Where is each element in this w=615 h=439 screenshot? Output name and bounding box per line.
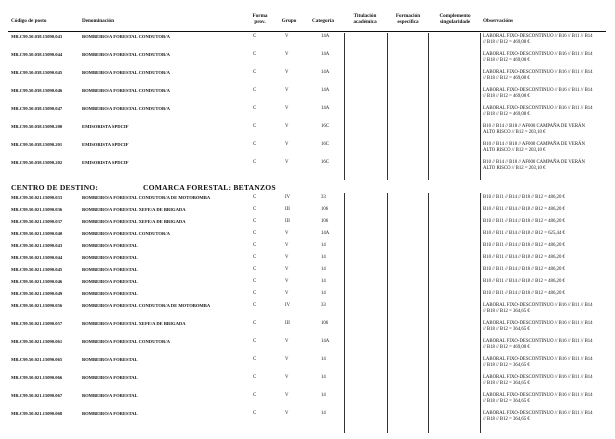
position-observacions: B10 // B14 // B18 // AF000 CAMPAÑA DE VERÁN ALTO RISCO // B12 = 203,10 €: [483, 142, 585, 153]
position-code: MR.C99.50.038.15090.047: [11, 106, 63, 111]
position-grupo: V: [285, 339, 289, 344]
position-forma-prov: C: [253, 142, 257, 147]
position-denomination: BOMBEIRO/A FORESTAL CONDUTOR/A: [82, 339, 170, 344]
position-denomination: BOMBEIRO/A FORESTAL XEFE/A DE BRIGADA: [82, 321, 186, 326]
header-grupo: Grupo: [281, 18, 297, 24]
position-code: MR.C99.50.021.15090.065: [11, 357, 63, 362]
position-code: MR.C99.50.021.15090.057: [11, 321, 63, 326]
position-denomination: BOMBEIRO/A FORESTAL: [82, 375, 138, 380]
position-code: MR.C99.50.021.15090.056: [11, 303, 63, 308]
position-denomination: BOMBEIRO/A FORESTAL: [82, 243, 138, 248]
position-observacions: LABORAL FIXO-DESCONTINUO // B16 // B11 // B14 // B18 // B12 = 469,08 €: [483, 52, 593, 63]
position-denomination: EMISORISTA SPDCIF: [82, 160, 129, 165]
position-categoria: 14: [321, 393, 326, 398]
header-categoria: Categoría: [312, 18, 334, 24]
position-observacions: LABORAL FIXO-DESCONTINUO // B16 // B11 // B14 // B18 // B12 = 469,08 €: [483, 106, 593, 117]
column-divider: [387, 193, 388, 433]
position-code: MR.C99.50.021.15090.046: [11, 279, 63, 284]
position-observacions: B10 // B11 // B14 // B18 // B12 = 486,20 €: [483, 195, 565, 200]
position-code: MR.C99.50.038.15090.045: [11, 70, 63, 75]
position-forma-prov: C: [253, 195, 257, 200]
position-categoria: 16C: [321, 124, 329, 129]
position-categoria: 14A: [321, 34, 330, 39]
position-grupo: V: [285, 124, 289, 129]
position-categoria: 33: [321, 195, 326, 200]
column-divider: [480, 193, 481, 433]
header-observacions: Observacións: [483, 18, 513, 24]
column-divider: [428, 193, 429, 433]
position-categoria: 16C: [321, 160, 329, 165]
position-denomination: BOMBEIRO/A FORESTAL: [82, 267, 138, 272]
position-code: MR.C99.50.021.15090.044: [11, 255, 63, 260]
column-divider: [387, 33, 388, 180]
position-grupo: IV: [285, 303, 291, 308]
position-code: MR.C99.50.038.15090.201: [11, 142, 63, 147]
position-grupo: III: [285, 321, 290, 326]
position-observacions: LABORAL FIXO-DESCONTINUO // B16 // B11 // B14 // B18 // B12 = 469,08 €: [483, 70, 593, 81]
position-observacions: B10 // B11 // B14 // B18 // B12 = 486,20 €: [483, 279, 565, 284]
position-observacions: B10 // B11 // B14 // B18 // B12 = 486,20 €: [483, 207, 565, 212]
position-code: MR.C99.50.021.15090.040: [11, 231, 63, 236]
position-code: MR.C99.50.021.15090.049: [11, 291, 63, 296]
position-categoria: 14: [321, 357, 326, 362]
position-denomination: BOMBEIRO/A FORESTAL: [82, 279, 138, 284]
position-forma-prov: C: [253, 321, 257, 326]
position-forma-prov: C: [253, 160, 257, 165]
position-denomination: EMISORISTA SPDCIF: [82, 124, 129, 129]
position-grupo: III: [285, 219, 290, 224]
position-grupo: V: [285, 142, 289, 147]
header-titulacion: Titulación académica: [353, 13, 377, 25]
position-grupo: V: [285, 291, 289, 296]
position-forma-prov: C: [253, 219, 257, 224]
position-denomination: BOMBEIRO/A FORESTAL: [82, 393, 138, 398]
position-forma-prov: C: [253, 70, 257, 75]
position-observacions: LABORAL FIXO-DESCONTINUO // B16 // B11 // B14 // B18 // B12 = 469,08 €: [483, 34, 593, 45]
position-forma-prov: C: [253, 106, 257, 111]
column-divider: [480, 33, 481, 180]
position-grupo: V: [285, 34, 289, 39]
position-denomination: BOMBEIRO/A FORESTAL XEFE/A DE BRIGADA: [82, 219, 186, 224]
position-observacions: B10 // B11 // B14 // B18 // B12 = 625,44 €: [483, 231, 565, 236]
position-code: MR.C99.50.021.15090.061: [11, 339, 63, 344]
position-forma-prov: C: [253, 231, 257, 236]
position-code: MR.C99.50.021.15090.033: [11, 195, 63, 200]
position-denomination: BOMBEIRO/A FORESTAL CONDUTOR/A DE MOTOBOMBA: [82, 303, 211, 308]
header-complemento: Complemento singularidade: [439, 13, 471, 25]
position-forma-prov: C: [253, 124, 257, 129]
position-categoria: 14: [321, 267, 326, 272]
position-observacions: B10 // B11 // B14 // B18 // B12 = 486,20 €: [483, 267, 565, 272]
position-code: MR.C99.50.021.15090.066: [11, 375, 63, 380]
position-observacions: LABORAL FIXO-DESCONTINUO // B16 // B11 // B14 // B18 // B12 = 364,65 €: [483, 375, 593, 386]
position-code: MR.C99.50.021.15090.037: [11, 219, 63, 224]
column-divider: [344, 33, 345, 180]
position-denomination: BOMBEIRO/A FORESTAL CONDUTOR/A: [82, 231, 170, 236]
position-denomination: BOMBEIRO/A FORESTAL: [82, 357, 138, 362]
position-categoria: 14A: [321, 88, 330, 93]
position-forma-prov: C: [253, 375, 257, 380]
position-forma-prov: C: [253, 88, 257, 93]
position-categoria: 14A: [321, 231, 330, 236]
position-categoria: 106: [321, 219, 329, 224]
column-divider: [344, 193, 345, 433]
position-forma-prov: C: [253, 411, 257, 416]
position-grupo: V: [285, 267, 289, 272]
position-observacions: B10 // B11 // B14 // B18 // B12 = 486,20 €: [483, 219, 565, 224]
position-observacions: B10 // B14 // B18 // AF000 CAMPAÑA DE VERÁN ALTO RISCO // B12 = 203,10 €: [483, 160, 585, 171]
position-code: MR.C99.50.038.15090.202: [11, 160, 63, 165]
centre-value: COMARCA FORESTAL: BETANZOS: [143, 183, 276, 192]
position-denomination: BOMBEIRO/A FORESTAL: [82, 291, 138, 296]
position-denomination: BOMBEIRO/A FORESTAL CONDUTOR/A: [82, 34, 170, 39]
position-denomination: BOMBEIRO/A FORESTAL: [82, 411, 138, 416]
position-observacions: LABORAL FIXO-DESCONTINUO // B16 // B11 // B14 // B18 // B12 = 469,08 €: [483, 339, 593, 350]
header-denominacion: Denominación: [82, 18, 114, 24]
position-forma-prov: C: [253, 243, 257, 248]
position-grupo: V: [285, 255, 289, 260]
position-grupo: V: [285, 411, 289, 416]
centre-label: CENTRO DE DESTINO:: [11, 183, 99, 192]
header-forma-prov: Forma prov.: [252, 13, 268, 25]
column-divider: [428, 33, 429, 180]
position-categoria: 14A: [321, 339, 330, 344]
position-grupo: V: [285, 357, 289, 362]
position-denomination: BOMBEIRO/A FORESTAL: [82, 255, 138, 260]
position-categoria: 16C: [321, 142, 329, 147]
position-code: MR.C99.50.021.15090.067: [11, 393, 63, 398]
position-denomination: BOMBEIRO/A FORESTAL CONDUTOR/A: [82, 88, 170, 93]
position-observacions: B10 // B14 // B18 // AF000 CAMPAÑA DE VERÁN ALTO RISCO // B12 = 203,10 €: [483, 124, 585, 135]
position-grupo: V: [285, 279, 289, 284]
position-grupo: V: [285, 70, 289, 75]
position-forma-prov: C: [253, 52, 257, 57]
position-grupo: V: [285, 375, 289, 380]
position-categoria: 14: [321, 255, 326, 260]
position-categoria: 14A: [321, 52, 330, 57]
position-grupo: V: [285, 160, 289, 165]
position-grupo: V: [285, 88, 289, 93]
position-code: MR.C99.50.038.15090.043: [11, 34, 63, 39]
position-observacions: LABORAL FIXO-DESCONTINUO // B16 // B11 // B14 // B18 // B12 = 364,65 €: [483, 393, 593, 404]
position-denomination: BOMBEIRO/A FORESTAL XEFE/A DE BRIGADA: [82, 207, 186, 212]
table-header: [0, 12, 615, 30]
position-forma-prov: C: [253, 207, 257, 212]
position-categoria: 14: [321, 279, 326, 284]
position-code: MR.C99.50.038.15090.200: [11, 124, 63, 129]
position-forma-prov: C: [253, 393, 257, 398]
position-observacions: LABORAL FIXO-DESCONTINUO // B16 // B11 // B14 // B18 // B12 = 364,65 €: [483, 303, 593, 314]
header-codigo: Código de posto: [11, 18, 47, 24]
position-categoria: 14A: [321, 106, 330, 111]
position-categoria: 14: [321, 291, 326, 296]
position-observacions: B10 // B11 // B14 // B18 // B12 = 486,20 €: [483, 243, 565, 248]
position-forma-prov: C: [253, 267, 257, 272]
position-code: MR.C99.50.021.15090.043: [11, 243, 63, 248]
position-observacions: LABORAL FIXO-DESCONTINUO // B16 // B11 // B14 // B18 // B12 = 364,65 €: [483, 321, 593, 332]
position-grupo: IV: [285, 195, 291, 200]
header-divider: [8, 31, 606, 32]
position-categoria: 33: [321, 303, 326, 308]
position-forma-prov: C: [253, 279, 257, 284]
position-code: MR.C99.50.021.15090.045: [11, 267, 63, 272]
position-code: MR.C99.50.021.15090.036: [11, 207, 63, 212]
position-forma-prov: C: [253, 303, 257, 308]
position-denomination: BOMBEIRO/A FORESTAL CONDUTOR/A: [82, 70, 170, 75]
position-observacions: LABORAL FIXO-DESCONTINUO // B16 // B11 // B14 // B18 // B12 = 364,65 €: [483, 357, 593, 368]
position-grupo: III: [285, 207, 290, 212]
position-categoria: 14: [321, 411, 326, 416]
position-denomination: BOMBEIRO/A FORESTAL CONDUTOR/A DE MOTOBOMBA: [82, 195, 211, 200]
position-observacions: LABORAL FIXO-DESCONTINUO // B16 // B11 // B14 // B18 // B12 = 364,65 €: [483, 411, 593, 422]
position-grupo: V: [285, 393, 289, 398]
position-code: MR.C99.50.021.15090.068: [11, 411, 63, 416]
position-observacions: B10 // B11 // B14 // B18 // B12 = 486,20 €: [483, 291, 565, 296]
position-forma-prov: C: [253, 34, 257, 39]
position-categoria: 106: [321, 207, 329, 212]
position-forma-prov: C: [253, 339, 257, 344]
position-categoria: 14: [321, 243, 326, 248]
position-denomination: BOMBEIRO/A FORESTAL CONDUTOR/A: [82, 106, 170, 111]
position-forma-prov: C: [253, 357, 257, 362]
position-categoria: 14: [321, 375, 326, 380]
position-observacions: LABORAL FIXO-DESCONTINUO // B16 // B11 // B14 // B18 // B12 = 469,08 €: [483, 88, 593, 99]
position-forma-prov: C: [253, 291, 257, 296]
position-categoria: 14A: [321, 70, 330, 75]
position-grupo: V: [285, 52, 289, 57]
position-grupo: V: [285, 106, 289, 111]
position-denomination: EMISORISTA SPDCIF: [82, 142, 129, 147]
position-observacions: B10 // B11 // B14 // B18 // B12 = 486,20 €: [483, 255, 565, 260]
position-grupo: V: [285, 231, 289, 236]
header-formacion: Formación específica: [395, 13, 421, 25]
position-denomination: BOMBEIRO/A FORESTAL CONDUTOR/A: [82, 52, 170, 57]
position-grupo: V: [285, 243, 289, 248]
position-categoria: 106: [321, 321, 329, 326]
position-code: MR.C99.50.038.15090.044: [11, 52, 63, 57]
position-forma-prov: C: [253, 255, 257, 260]
position-code: MR.C99.50.038.15090.046: [11, 88, 63, 93]
